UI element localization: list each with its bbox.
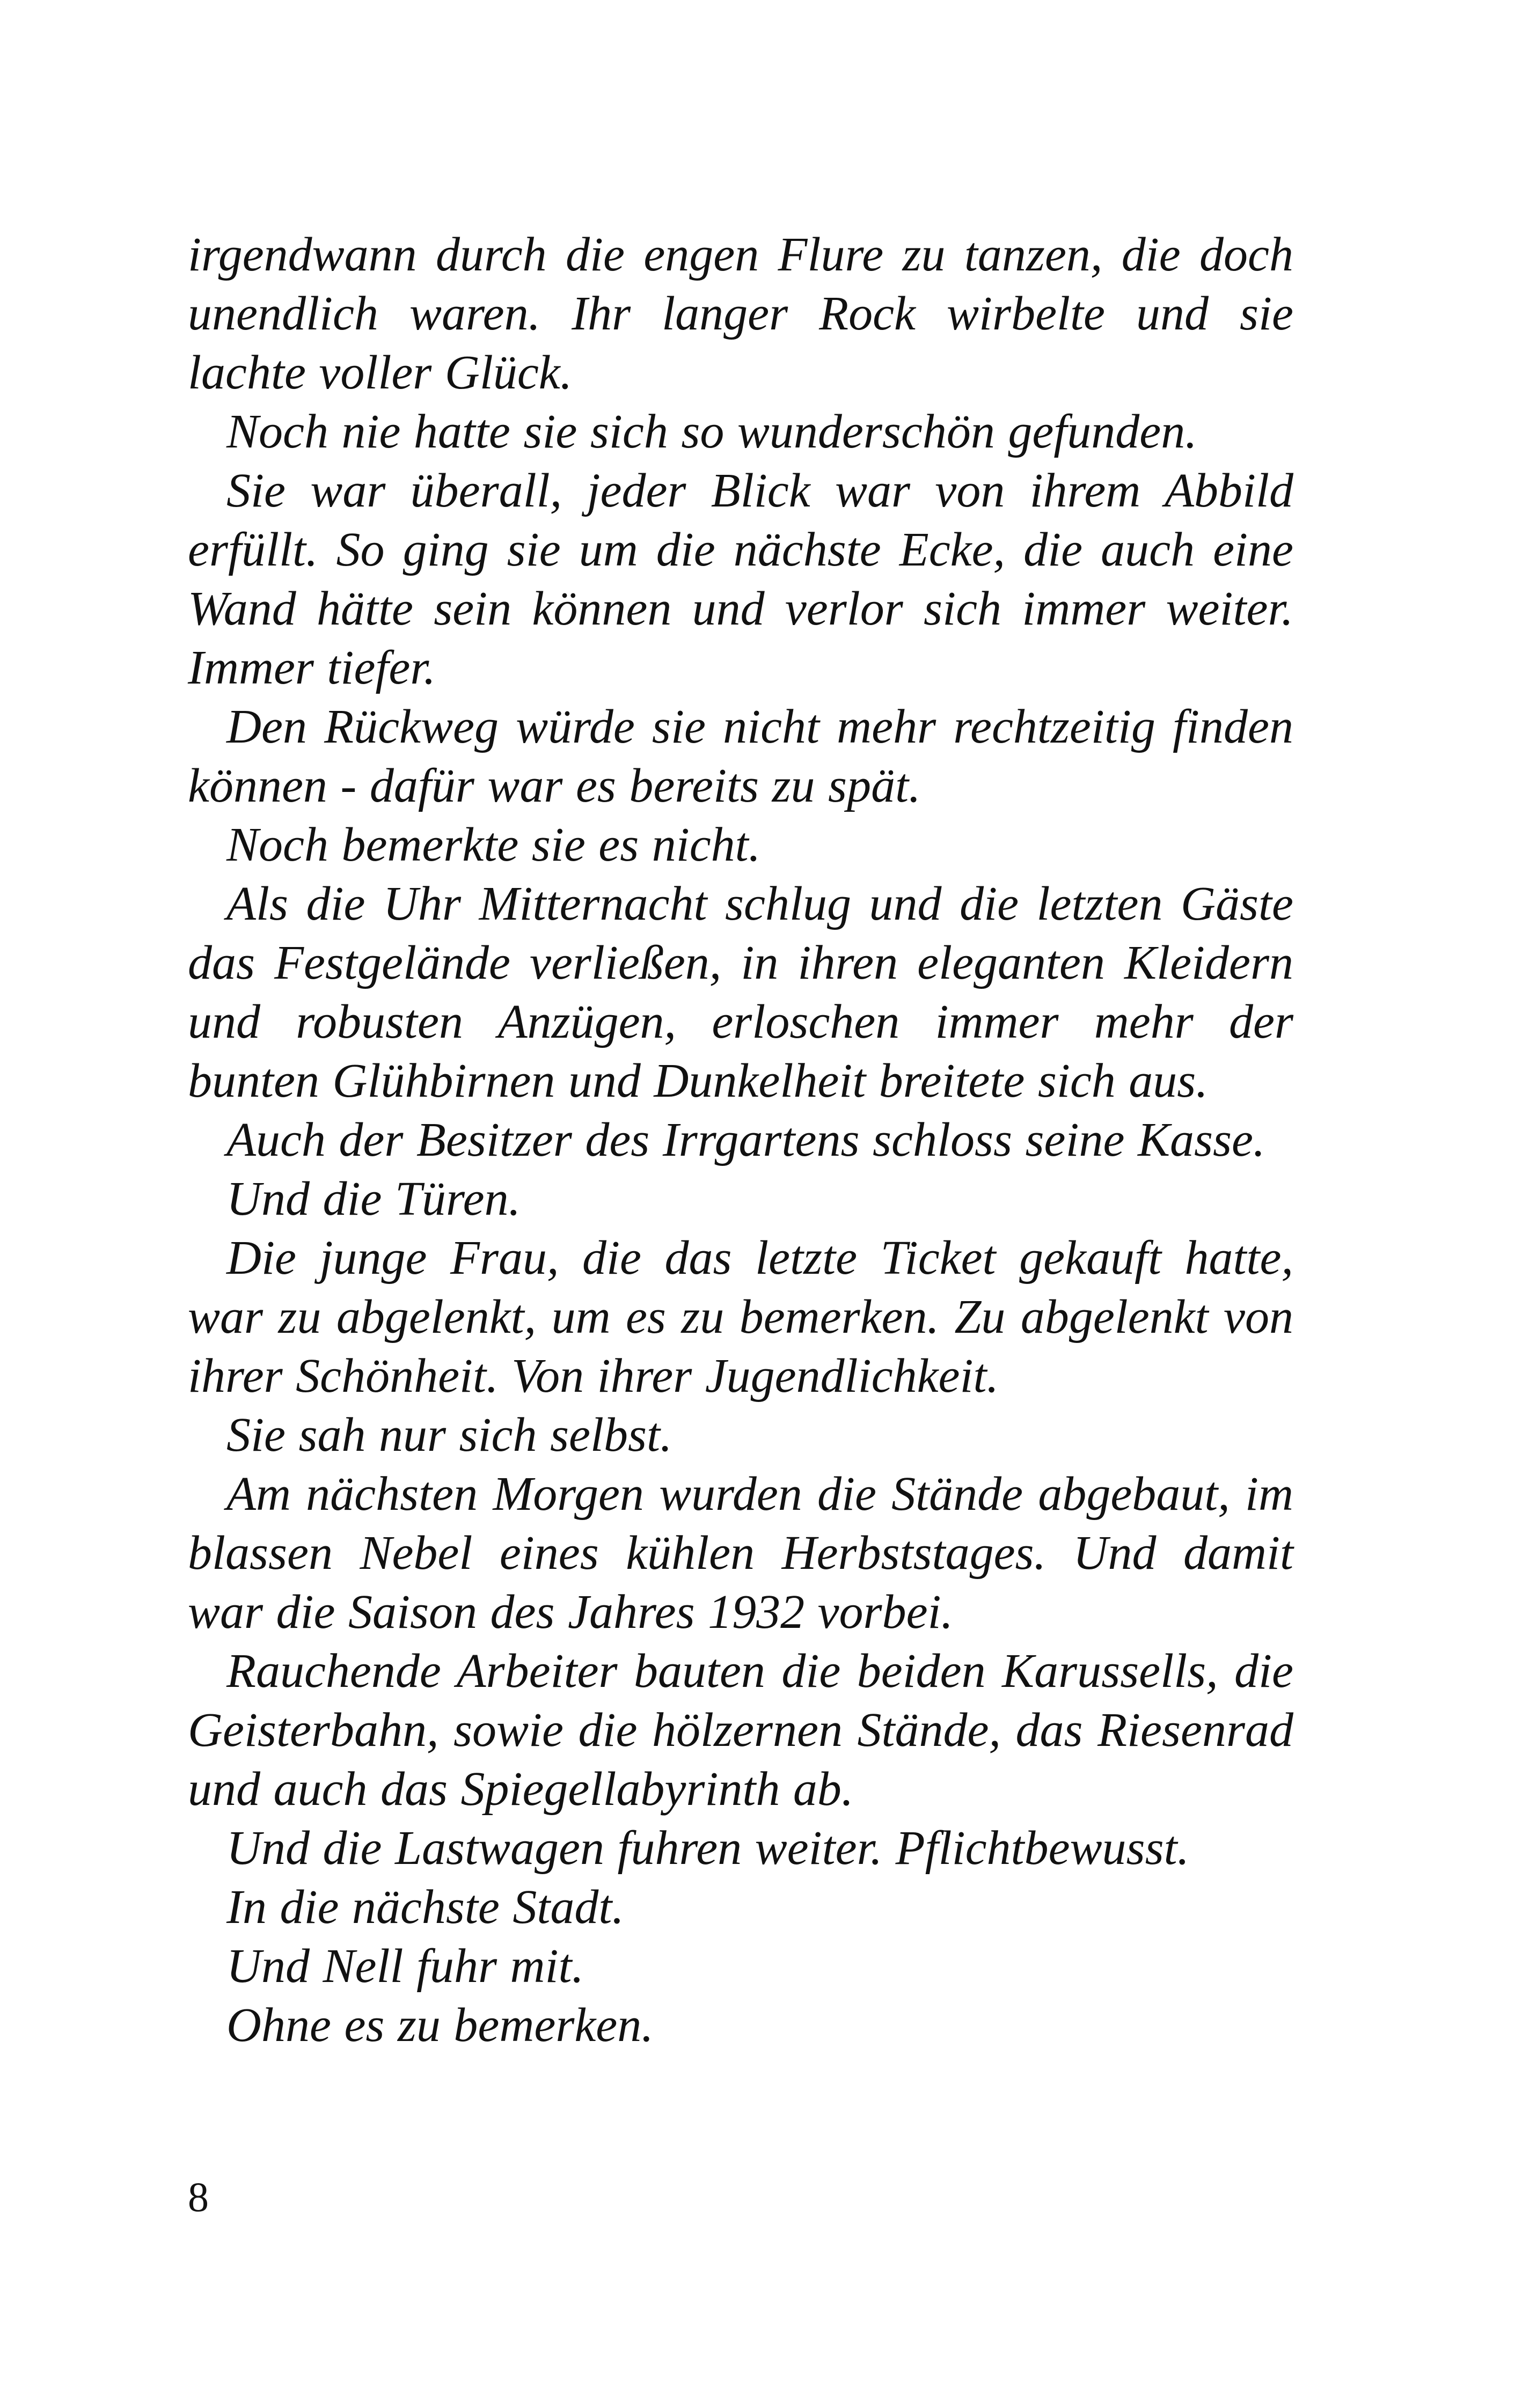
paragraph: Rauchende Arbeiter bauten die beiden Karussells, die Geisterbahn, sowie die hölzernen Stände, das Riesenrad und auch das Spiegellabyrinth ab. <box>188 1645 1293 1816</box>
paragraph: Noch nie hatte sie sich so wunderschön gefunden. <box>226 405 1197 458</box>
paragraph: Sie sah nur sich selbst. <box>226 1408 672 1462</box>
page-number: 8 <box>188 2174 209 2220</box>
paragraph: Auch der Besitzer des Irrgartens schloss seine Kasse. <box>226 1113 1265 1166</box>
paragraph: Die junge Frau, die das letzte Ticket gekauft hatte, war zu abgelenkt, um es zu bemerken. Zu abgelenkt von ihrer Schönheit. Von ihrer Jugendlichkeit. <box>188 1231 1293 1403</box>
paragraph: Am nächsten Morgen wurden die Stände abgebaut, im blassen Nebel eines kühlen Herbststages. Und damit war die Saison des Jahres 1932 vorbei. <box>188 1467 1293 1639</box>
paragraph: Noch bemerkte sie es nicht. <box>226 818 761 871</box>
paragraph: Ohne es zu bemerken. <box>226 1999 654 2052</box>
paragraph: Und Nell fuhr mit. <box>226 1940 584 1993</box>
body-text <box>188 225 1293 2055</box>
paragraph: Und die Türen. <box>226 1172 521 1225</box>
paragraph: Den Rückweg würde sie nicht mehr rechtzeitig finden können - dafür war es bereits zu spät. <box>188 700 1293 812</box>
paragraph: Als die Uhr Mitternacht schlug und die letzten Gäste das Festgelände verließen, in ihren eleganten Kleidern und robusten Anzügen, erloschen immer mehr der bunten Glühbirnen und Dunkelheit breitete sich aus. <box>188 877 1293 1107</box>
paragraph-continuation: irgendwann durch die engen Flure zu tanzen, die doch unendlich waren. Ihr langer Rock wirbelte und sie lachte voller Glück. <box>188 228 1293 399</box>
paragraph: Sie war überall, jeder Blick war von ihrem Abbild erfüllt. So ging sie um die nächste Ecke, die auch eine Wand hätte sein können und verlor sich immer weiter. Immer tiefer. <box>188 464 1293 694</box>
paragraph: In die nächste Stadt. <box>226 1881 624 1934</box>
paragraph: Und die Lastwagen fuhren weiter. Pflichtbewusst. <box>226 1822 1190 1875</box>
